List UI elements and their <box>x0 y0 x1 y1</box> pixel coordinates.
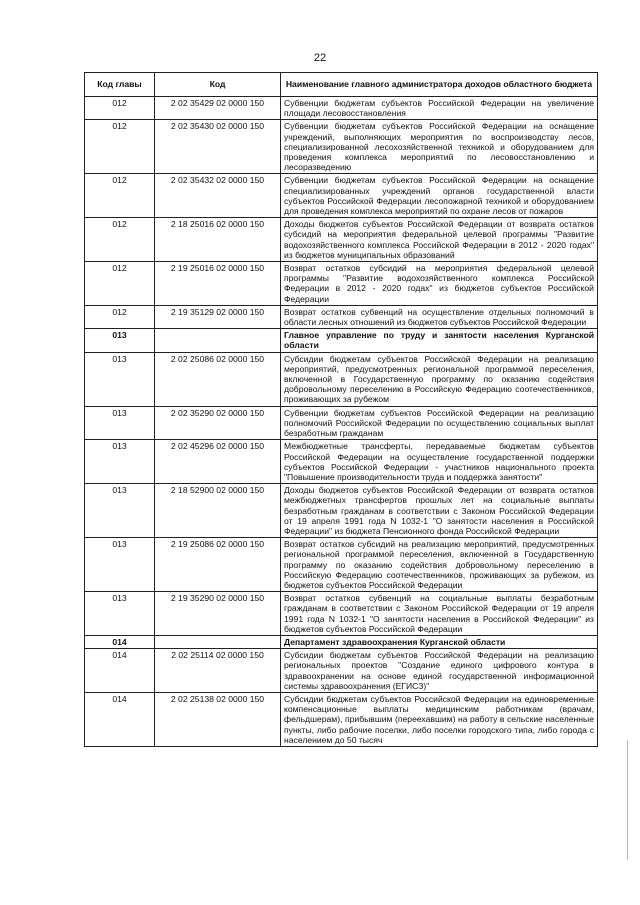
chapter-code-cell: 012 <box>85 97 155 120</box>
table-row <box>85 262 598 306</box>
chapter-code-cell: 012 <box>85 174 155 218</box>
chapter-code-cell: 012 <box>85 305 155 328</box>
name-cell: Субвенции бюджетам субъектов Российской Федерации на реализацию полномочий Российской Федерации по осуществлению социальных выплат безработным гражданам <box>281 406 598 440</box>
name-cell: Возврат остатков субсидий на реализацию мероприятий, предусмотренных региональной программой переселения, включенной в Государственную программу по оказанию содействия добровольному переселению в Российскую Федерацию соотечественников, проживающих за рубежом, из бюджетов субъектов Российской Федерации <box>281 538 598 592</box>
name-cell: Субвенции бюджетам субъектов Российской Федерации на оснащение учреждений, выполняющих мероприятия по воспроизводству лесов, специализированной лесохозяйственной техникой и оборудованием для проведения комплекса мероприятий по лесовосстановлению и лесоразведению <box>281 120 598 174</box>
code-cell: 2 18 52900 02 0000 150 <box>155 484 281 538</box>
code-cell: 2 19 25016 02 0000 150 <box>155 262 281 306</box>
header-chapter-code: Код главы <box>85 73 155 97</box>
table-row <box>85 120 598 174</box>
name-cell: Департамент здравоохранения Курганской области <box>281 635 598 648</box>
code-cell: 2 02 25114 02 0000 150 <box>155 649 281 693</box>
name-cell: Субсидии бюджетам субъектов Российской Федерации на единовременные компенсационные выплаты медицинским работникам (врачам, фельдшерам), прибывшим (переехавшим) на работу в сельские населенные пункты, либо рабочие поселки, либо поселки городского типа, либо города с населением до 50 тысяч <box>281 692 598 746</box>
name-cell: Главное управление по труду и занятости населения Курганской области <box>281 329 598 352</box>
table-row <box>85 440 598 484</box>
code-cell: 2 19 35129 02 0000 150 <box>155 305 281 328</box>
section-row <box>85 329 598 352</box>
code-cell: 2 19 35290 02 0000 150 <box>155 592 281 636</box>
name-cell: Субсидии бюджетам субъектов Российской Федерации на реализацию региональных проектов "Создание единого цифрового контура в здравоохранении на основе единой государственной информационной системы здравоохранения (ЕГИСЗ)" <box>281 649 598 693</box>
name-cell: Возврат остатков субвенций на осуществление отдельных полномочий в области лесных отношений из бюджетов субъектов Российской Федерации <box>281 305 598 328</box>
code-cell: 2 02 35432 02 0000 150 <box>155 174 281 218</box>
name-cell: Межбюджетные трансферты, передаваемые бюджетам субъектов Российской Федерации на осуществление государственной поддержки субъектов Российской Федерации - участников национального проекта "Повышение производительности труда и поддержка занятости" <box>281 440 598 484</box>
code-cell: 2 02 35429 02 0000 150 <box>155 97 281 120</box>
chapter-code-cell: 013 <box>85 440 155 484</box>
chapter-code-cell: 013 <box>85 538 155 592</box>
name-cell: Субсидии бюджетам субъектов Российской Федерации на реализацию мероприятий, предусмотренных региональной программой переселения, включенной в Государственную программу по оказанию содействия добровольному переселению в Российскую Федерацию соотечественников, проживающих за рубежом <box>281 352 598 406</box>
table-row <box>85 174 598 218</box>
table-row <box>85 484 598 538</box>
name-cell: Доходы бюджетов субъектов Российской Федерации от возврата остатков субсидий на мероприятия федеральной целевой программы "Развитие водохозяйственного комплекса Российской Федерации в 2012 - 2020 годах" из бюджетов муниципальных образований <box>281 218 598 262</box>
chapter-code-cell: 013 <box>85 406 155 440</box>
chapter-code-cell: 013 <box>85 592 155 636</box>
scan-edge-mark <box>627 740 628 860</box>
header-name: Наименование главного администратора доходов областного бюджета <box>281 73 598 97</box>
table-row <box>85 538 598 592</box>
name-cell: Субвенции бюджетам субъектов Российской Федерации на увеличение площади лесовосстановления <box>281 97 598 120</box>
table-header-row <box>85 73 598 97</box>
name-cell: Возврат остатков субсидий на мероприятия федеральной целевой программы "Развитие водохозяйственного комплекса Российской Федерации в 2012 - 2020 годах" из бюджетов субъектов Российской Федерации <box>281 262 598 306</box>
table-row <box>85 305 598 328</box>
chapter-code-cell: 013 <box>85 352 155 406</box>
name-cell: Доходы бюджетов субъектов Российской Федерации от возврата остатков межбюджетных трансфертов прошлых лет на социальные выплаты безработным гражданам в соответствии с Законом Российской Федерации от 19 апреля 1991 года N 1032-1 "О занятости населения в Российской Федерации" из бюджета Пенсионного фонда Российской Федерации <box>281 484 598 538</box>
section-row <box>85 635 598 648</box>
table-row <box>85 352 598 406</box>
chapter-code-cell: 014 <box>85 692 155 746</box>
name-cell: Субвенции бюджетам субъектов Российской Федерации на оснащение специализированных учреждений органов государственной власти субъектов Российской Федерации лесопожарной техникой и оборудованием для проведения комплекса мероприятий по охране лесов от пожаров <box>281 174 598 218</box>
code-cell <box>155 329 281 352</box>
chapter-code-cell: 012 <box>85 218 155 262</box>
code-cell: 2 02 25138 02 0000 150 <box>155 692 281 746</box>
page-number: 22 <box>313 52 327 64</box>
code-cell: 2 19 25086 02 0000 150 <box>155 538 281 592</box>
header-code: Код <box>155 73 281 97</box>
table-row <box>85 406 598 440</box>
revenue-administrators-table <box>84 72 598 747</box>
chapter-code-cell: 014 <box>85 635 155 648</box>
name-cell: Возврат остатков субвенций на социальные выплаты безработным гражданам в соответствии с Законом Российской Федерации от 19 апреля 1991 года N 1032-1 "О занятости населения в Российской Федерации" из бюджетов субъектов Российской Федерации <box>281 592 598 636</box>
chapter-code-cell: 014 <box>85 649 155 693</box>
table-row <box>85 692 598 746</box>
chapter-code-cell: 013 <box>85 484 155 538</box>
chapter-code-cell: 012 <box>85 262 155 306</box>
code-cell: 2 02 35430 02 0000 150 <box>155 120 281 174</box>
code-cell: 2 02 25086 02 0000 150 <box>155 352 281 406</box>
code-cell: 2 02 35290 02 0000 150 <box>155 406 281 440</box>
code-cell: 2 18 25016 02 0000 150 <box>155 218 281 262</box>
code-cell: 2 02 45296 02 0000 150 <box>155 440 281 484</box>
code-cell <box>155 635 281 648</box>
table-row <box>85 592 598 636</box>
table-row <box>85 97 598 120</box>
table-row <box>85 649 598 693</box>
chapter-code-cell: 012 <box>85 120 155 174</box>
table-row <box>85 218 598 262</box>
chapter-code-cell: 013 <box>85 329 155 352</box>
